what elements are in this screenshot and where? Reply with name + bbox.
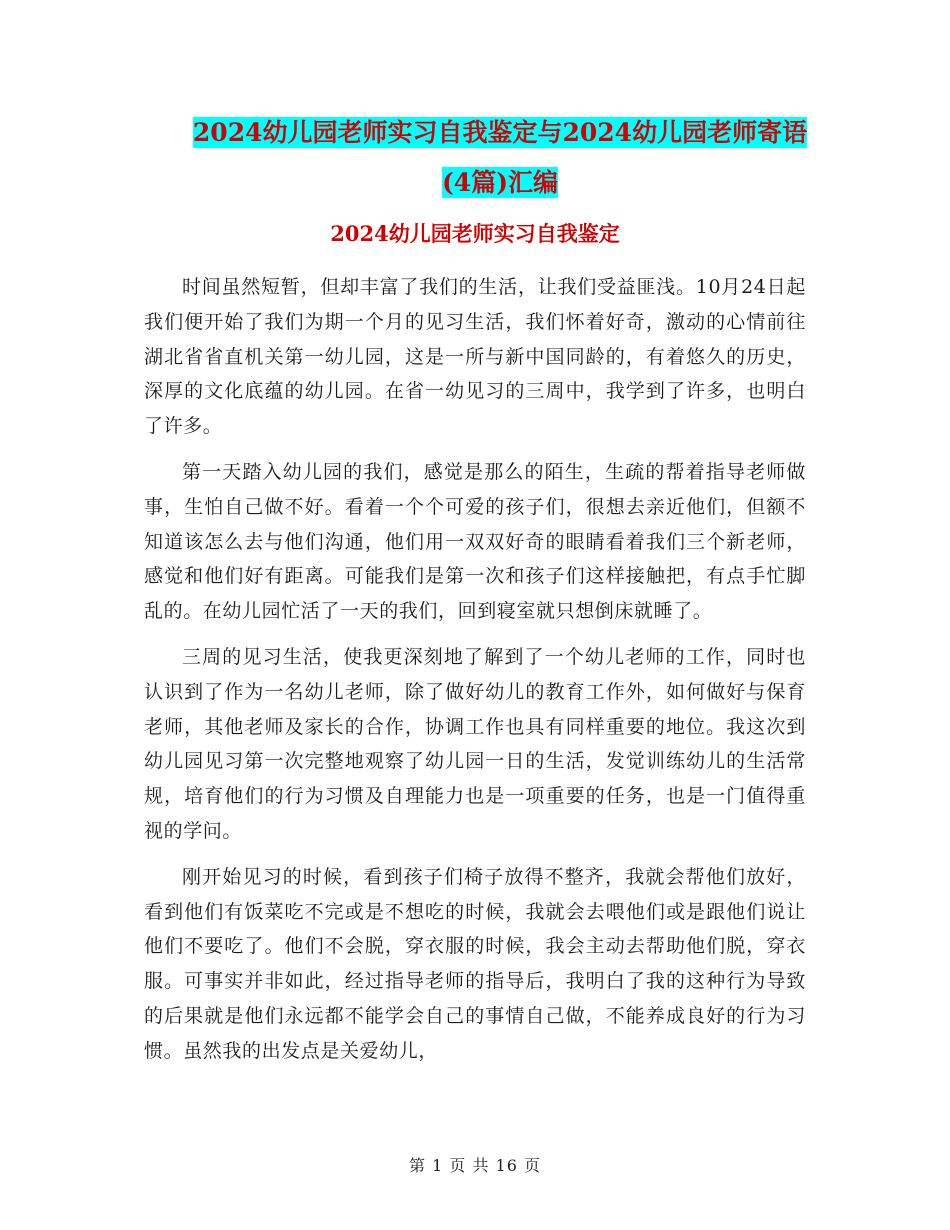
section-heading: 2024幼儿园老师实习自我鉴定 <box>330 221 620 246</box>
page-footer: 第 1 页 共 16 页 <box>409 1156 541 1175</box>
paragraph-1: 时间虽然短暂，但却丰富了我们的生活，让我们受益匪浅。10月24日起我们便开始了我们为期一个月的见习生活，我们怀着好奇，激动的心情前往湖北省省直机关第一幼儿园，这是一所与新中国同龄的，有着悠久的历史，深厚的文化底蕴的幼儿园。在省一幼见习的三周中，我学到了许多，也明白了许多。 <box>144 276 806 438</box>
paragraph-2: 第一天踏入幼儿园的我们，感觉是那么的陌生，生疏的帮着指导老师做事，生怕自己做不好。看着一个个可爱的孩子们，很想去亲近他们，但额不知道该怎么去与他们沟通，他们用一双双好奇的眼睛看着我们三个新老师，感觉和他们好有距离。可能我们是第一次和孩子们这样接触把，有点手忙脚乱的。在幼儿园忙活了一天的我们，回到寝室就只想倒床就睡了。 <box>144 460 806 623</box>
body-text <box>144 270 806 1069</box>
paragraph-3: 三周的见习生活，使我更深刻地了解到了一个幼儿老师的工作，同时也认识到了作为一名幼儿老师，除了做好幼儿的教育工作外，如何做好与保育老师，其他老师及家长的合作，协调工作也具有同样重要的地位。我这次到幼儿园见习第一次完整地观察了幼儿园一日的生活，发觉训练幼儿的生活常规，培育他们的行为习惯及自理能力也是一项重要的任务，也是一门值得重视的学问。 <box>144 645 806 842</box>
document-title-line-1: 2024幼儿园老师实习自我鉴定与2024幼儿园老师寄语 <box>192 118 808 147</box>
paragraph-4: 刚开始见习的时候，看到孩子们椅子放得不整齐，我就会帮他们放好，看到他们有饭菜吃不完或是不想吃的时候，我就会去喂他们或是跟他们说让他们不要吃了。他们不会脱，穿衣服的时候，我会主动去帮助他们脱，穿衣服。可事实并非如此，经过指导老师的指导后，我明白了我的这种行为导致的后果就是他们永远都不能学会自己的事情自己做，不能养成良好的行为习惯。虽然我的出发点是关爱幼儿， <box>144 865 806 1062</box>
document-title <box>120 108 880 208</box>
document-title-line-2: (4篇)汇编 <box>441 168 559 197</box>
